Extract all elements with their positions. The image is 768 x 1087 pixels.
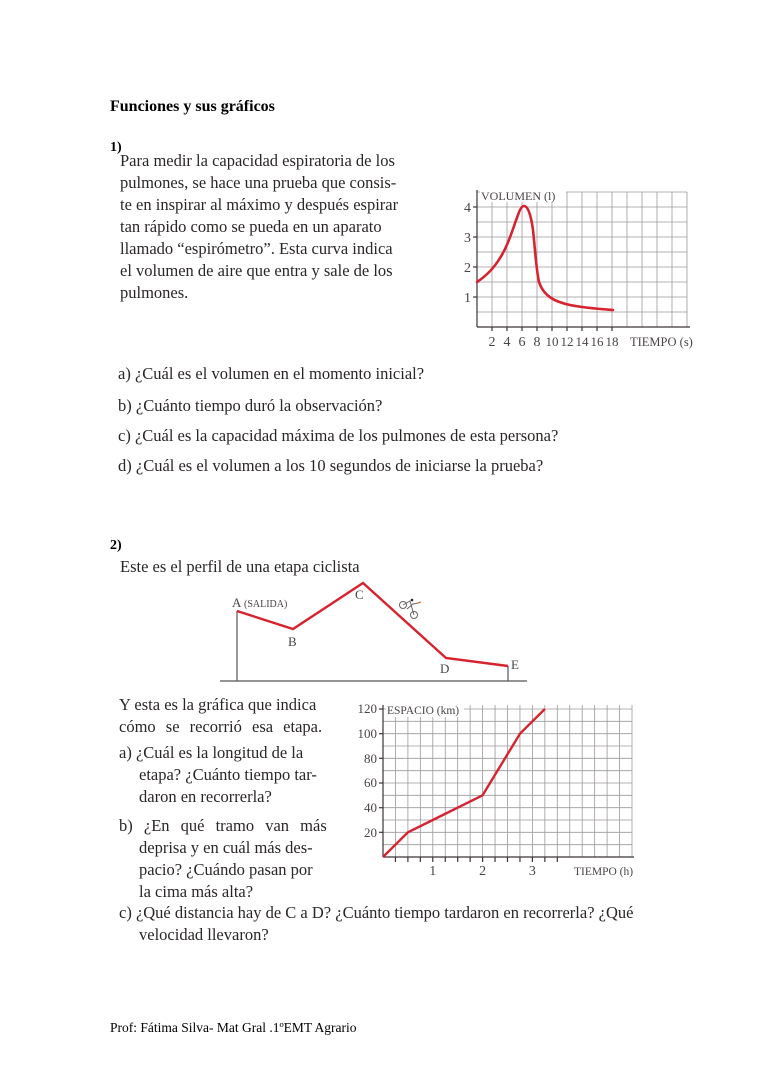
y-tick: 40 (364, 800, 377, 815)
question-line: etapa? ¿Cuánto tiempo tar- (139, 765, 317, 784)
x-tick: 2 (479, 864, 487, 879)
intro-line: Y esta es la gráfica que indica (119, 695, 317, 714)
x-tick: 2 (488, 335, 496, 350)
y-tick: 100 (357, 726, 377, 741)
exercise-2-number: 2) (110, 538, 122, 553)
stage-profile-diagram (210, 575, 540, 690)
profile-line (237, 583, 508, 666)
x-axis-label: TIEMPO (h) (574, 866, 634, 878)
x-tick: 6 (518, 335, 526, 350)
label-e: E (511, 657, 519, 672)
question-line: pacio? ¿Cuándo pasan por (139, 860, 313, 879)
y-tick: 120 (357, 701, 377, 716)
question-line: daron en recorrerla? (139, 787, 272, 806)
label-d: D (440, 661, 450, 676)
intro-line: tan rápido como se pueda en un aparato (120, 217, 382, 236)
y-tick: 20 (364, 825, 377, 840)
label-salida: (SALIDA) (244, 599, 288, 610)
label-c: C (355, 587, 364, 602)
y-tick: 2 (464, 261, 471, 276)
question-line: c) ¿Qué distancia hay de C a D? ¿Cuánto tiempo tardaron en recorrerla? ¿Qué (119, 903, 634, 922)
x-tick: 1 (429, 864, 437, 879)
x-tick: 4 (503, 335, 511, 350)
x-tick-labels (429, 864, 536, 879)
intro-line: llamado “espirómetro”. Esta curva indica (120, 239, 393, 258)
y-tick: 80 (364, 751, 377, 766)
question-line: velocidad llevaron? (139, 925, 269, 944)
y-axis-label: VOLUMEN (l) (481, 189, 556, 203)
question-2a (119, 742, 333, 808)
x-axis-label: TIEMPO (s) (630, 335, 693, 349)
question-2b (119, 815, 333, 903)
cyclist-icon (400, 599, 422, 619)
x-tick: 8 (533, 335, 541, 350)
chart-axes (473, 190, 690, 331)
chart-axes (379, 705, 634, 862)
intro-line: te en inspirar al máximo y después espirar (120, 195, 399, 214)
question-line: deprisa y en cuál más des- (139, 838, 313, 857)
question-line: la cima más alta? (139, 882, 254, 901)
x-tick: 18 (605, 334, 619, 349)
intro-line: cómo se recorrió esa etapa. (119, 717, 323, 736)
footer-author: Prof: Fátima Silva- Mat Gral .1ºEMT Agrario (110, 1020, 357, 1035)
intro-line: pulmones. (120, 283, 189, 302)
y-tick: 1 (464, 291, 471, 306)
x-tick: 14 (575, 334, 589, 349)
question-line: b) ¿En qué tramo van más (119, 816, 327, 835)
y-tick-labels (464, 201, 471, 306)
x-tick: 10 (545, 334, 559, 349)
y-tick-labels (358, 701, 378, 840)
label-a: A (232, 595, 242, 610)
y-axis-label: ESPACIO (km) (387, 705, 460, 717)
y-tick: 4 (464, 201, 471, 216)
x-tick-labels (489, 334, 619, 350)
intro-line: pulmones, se hace una prueba que consis- (120, 173, 397, 192)
exercise-1-number: 1) (110, 140, 122, 155)
question-1c: c) ¿Cuál es la capacidad máxima de los pulmones de esta persona? (118, 426, 559, 445)
label-b: B (288, 634, 297, 649)
question-1b: b) ¿Cuánto tiempo duró la observación? (118, 396, 383, 415)
document-title: Funciones y sus gráficos (110, 98, 275, 115)
x-tick: 16 (590, 334, 604, 349)
exercise-1-intro (120, 150, 420, 304)
chart-grid (383, 705, 632, 857)
y-tick: 60 (364, 775, 377, 790)
x-tick: 3 (528, 864, 536, 879)
question-1d: d) ¿Cuál es el volumen a los 10 segundos de iniciarse la prueba? (118, 456, 544, 475)
intro-line: Para medir la capacidad espiratoria de los (120, 151, 395, 170)
distance-time-chart (340, 695, 640, 885)
y-tick: 3 (464, 231, 471, 246)
question-1a: a) ¿Cuál es el volumen en el momento inicial? (118, 364, 425, 383)
question-line: a) ¿Cuál es la longitud de la (119, 743, 304, 762)
profile-caption: Este es el perfil de una etapa ciclista (120, 557, 360, 576)
intro-line: el volumen de aire que entra y sale de los (120, 261, 393, 280)
question-2c (119, 902, 679, 946)
exercise-2-intro (119, 694, 333, 738)
x-tick: 12 (560, 334, 574, 349)
spirometer-chart (440, 185, 710, 355)
